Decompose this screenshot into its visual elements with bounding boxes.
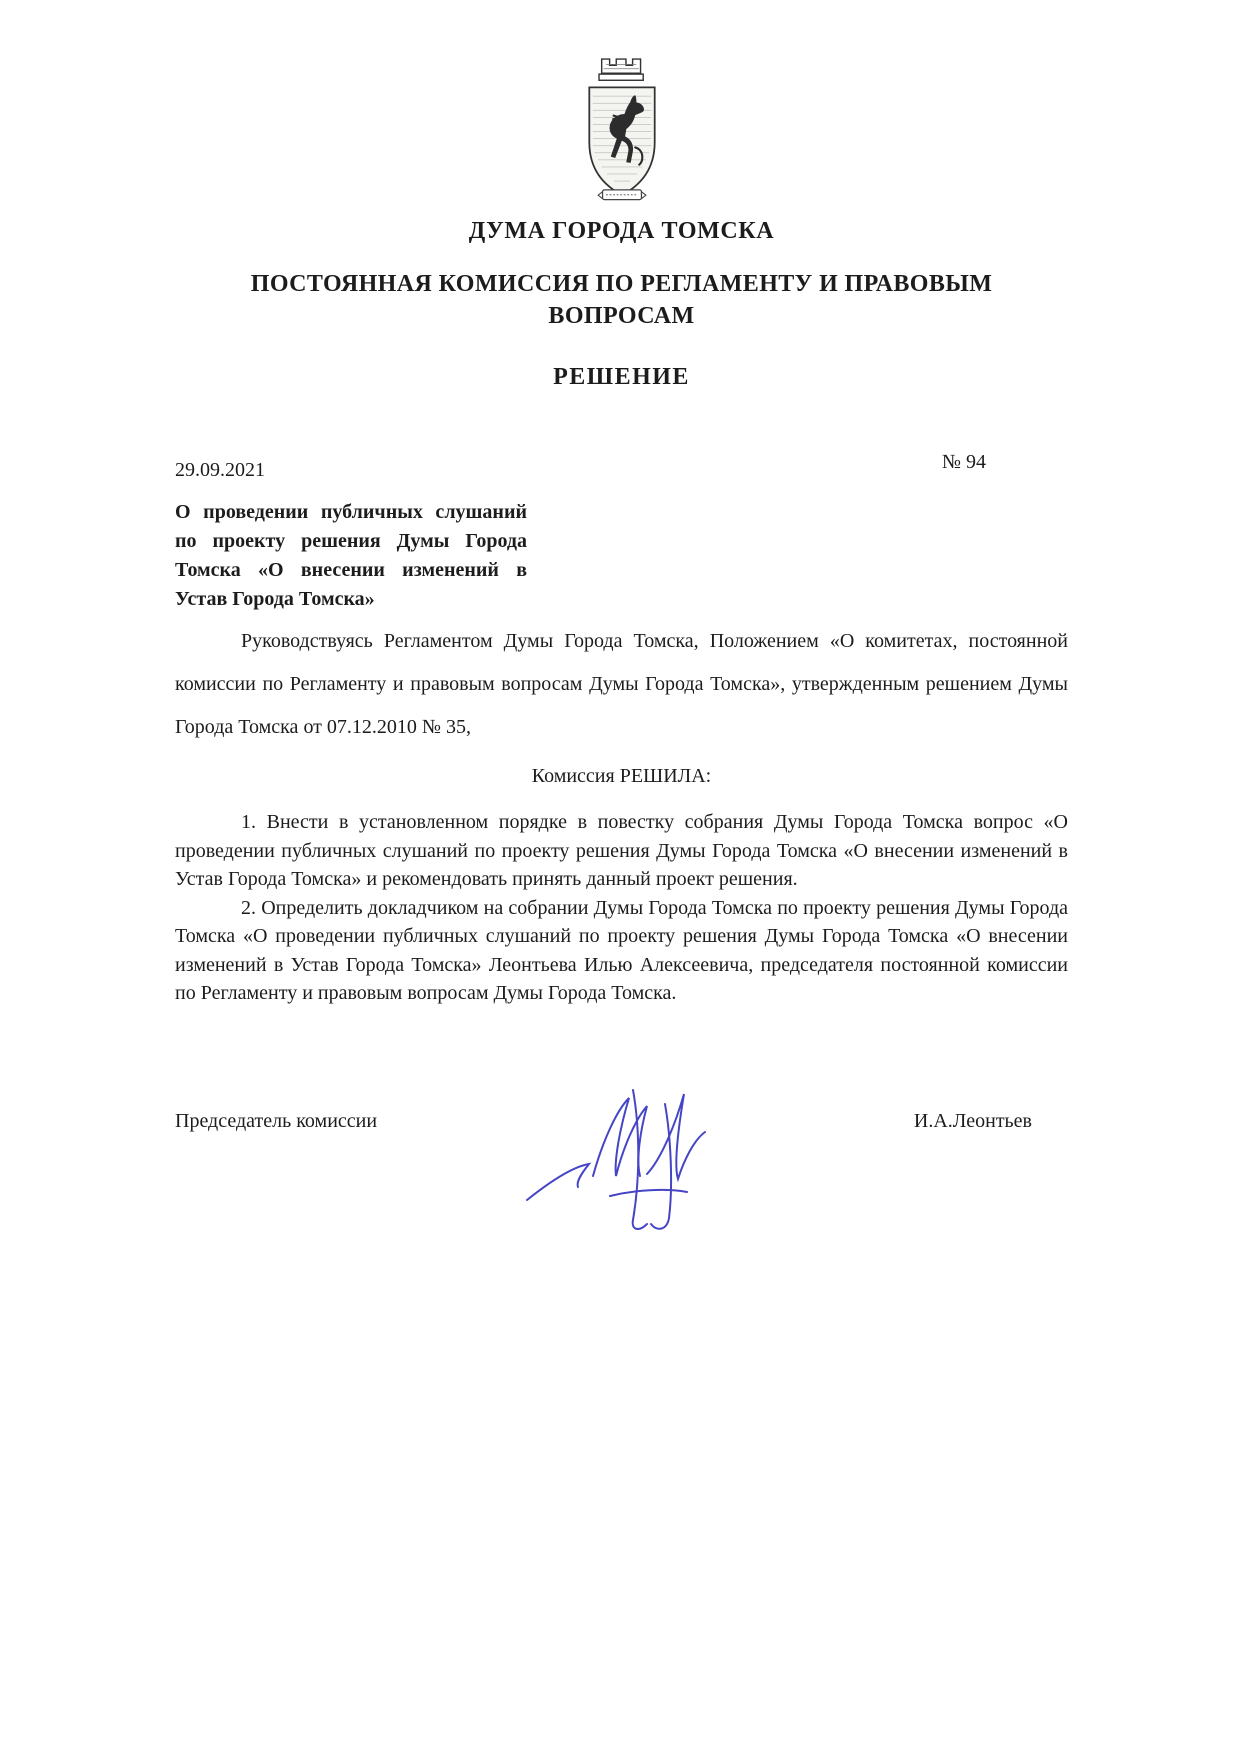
doc-date: 29.09.2021: [175, 459, 265, 482]
tomsk-coat-of-arms-icon: [576, 52, 668, 204]
handwritten-signature-icon: [515, 1078, 755, 1248]
doc-number: № 94: [941, 451, 986, 474]
meta-row: [175, 451, 1068, 482]
commission-title: ПОСТОЯННАЯ КОМИССИЯ ПО РЕГЛАМЕНТУ И ПРАВОВЫМ ВОПРОСАМ: [250, 271, 993, 329]
signer-position-label: Председатель комиссии: [175, 1109, 378, 1132]
org-title: ДУМА ГОРОДА ТОМСКА: [468, 218, 775, 244]
signer-name: И.А.Леонтьев: [913, 1109, 1032, 1132]
resolution-item-1: 1. Внести в установленном порядке в повестку собрания Думы Города Томска вопрос «О проведении публичных слушаний по проекту решения Думы Города Томска «О внесении изменений в Устав Города Томска» и рекомендовать принять данный проект решения.: [175, 811, 1068, 891]
doc-type-title: РЕШЕНИЕ: [553, 364, 690, 391]
doc-subject: О проведении публичных слушаний по проекту решения Думы Города Томска «О внесении изменений в Устав Города Томска»: [175, 501, 527, 611]
resolution-item-2: 2. Определить докладчиком на собрании Думы Города Томска по проекту решения Думы Города Томска «О проведении публичных слушаний по проекту решения Думы Города Томска «О внесении изменений в Устав Города Томска» Леонтьева Илью Алексеевича, председателя постоянной комиссии по Регламенту и правовым вопросам Думы Города Томска.: [175, 896, 1068, 1005]
resolution-heading: Комиссия РЕШИЛА:: [531, 765, 712, 788]
preamble-paragraph: Руководствуясь Регламентом Думы Города Томска, Положением «О комитетах, постоянной комиссии по Регламенту и правовым вопросам Думы Города Томска», утвержденным решением Думы Города Томска от 07.12.2010 № 35,: [175, 630, 1068, 739]
